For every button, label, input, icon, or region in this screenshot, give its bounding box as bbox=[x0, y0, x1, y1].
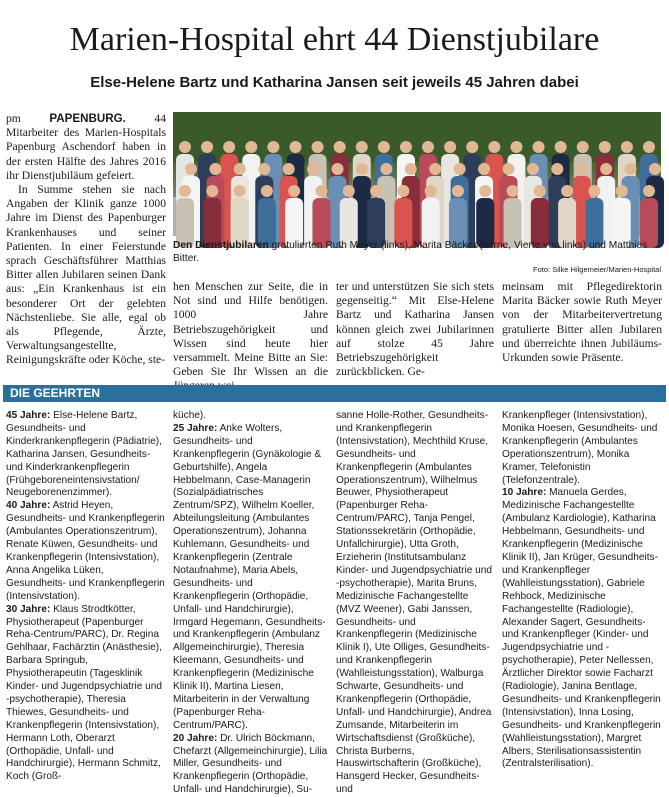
person-head bbox=[600, 163, 612, 175]
person-head bbox=[289, 141, 301, 153]
honoree-paragraph: 25 Jahre: Anke Wolters, Gesundheits- und Krankenpflegerin (Gynäkologie & Geburtshilfe), Angela Hebbelmann, Case-Managerin (Sozialpädiatrisches Zentrum/SPZ), Wilhelm Koeller, Abteilungsleitung (Ambulantes Operationszentrum), Johanna Kuhlemann, Gesundheits- und Krankenpflegerin (Zentrale Notaufnahme), Maria Abels, Gesundheits- und Krankenpflegerin (Orthopädie, Unfall- und Handchirurgie), Irmgard Hegemann, Gesundheits- und Krankenpflegerin (Ambulanz Allgemeinchirurgie), Theresia Kleemann, Gesundheits- und Krankenpflegerin (Medizinische Klinik II), Martina Liesen, Mitarbeiterin in der Verwaltung (Papenburger Reha-Centrum/PARC). bbox=[173, 422, 326, 731]
person-head bbox=[234, 185, 246, 197]
person-head bbox=[422, 141, 434, 153]
person-head bbox=[267, 141, 279, 153]
honoree-paragraph: 10 Jahre: Manuela Gerdes, Medizinische Fachangestellte (Ambulanz Kardiologie), Katharina Hebbelmann, Gesundheits- und Krankenpflegerin (Medizinische Klinik II), Jan Krüger, Gesundheits- und Krankenpfleger (Wahlleistungsstation), Gabriele Rehbock, Medizinische Fachangestellte (Radiologie), Alexander Sagert, Gesundheits- und Krankenpfleger (Kinder- und Jugendpsychiatrie und -psychotherapie), Peter Nellessen, Ärztlicher Direktor sowie Facharzt (Radiologie), Janina Bentlage, Gesundheits- und Krankenpflegerin (Intensivstation), Inna Losing, Gesundheits- und Krankenpflegerin (Wahlleistungsstation), Margret Albers, Sterilisationsassistentin (Zentralsterilisation). bbox=[502, 487, 661, 770]
person-head bbox=[454, 163, 466, 175]
body-text-1: In Summe stehen sie nach Angaben der Klinik ganze 1000 Jahre im Dienst des Papenburger Krankenhauses und seiner Patienten. In einer Feierstunde sprach Geschäftsführer Matthias Bitter allen Jubilaren seinen Dank aus: „Ein Krankenhaus ist ein besonderer Ort der gelebten Nächstenliebe. Sie alle, egal ob als Pflegende, Ärzte, Verwaltungsangestellte, Reinigungskräfte oder Köche, ste- bbox=[6, 183, 166, 367]
person-head bbox=[307, 163, 319, 175]
person-head bbox=[429, 163, 441, 175]
section-bar bbox=[3, 385, 666, 402]
person-head bbox=[312, 141, 324, 153]
person-head bbox=[405, 163, 417, 175]
person-head bbox=[261, 185, 273, 197]
person-head bbox=[209, 163, 221, 175]
person-head bbox=[201, 141, 213, 153]
person-head bbox=[356, 163, 368, 175]
person-head bbox=[283, 163, 295, 175]
person-head bbox=[599, 141, 611, 153]
person-head bbox=[223, 141, 235, 153]
person-head bbox=[488, 141, 500, 153]
person-head bbox=[206, 185, 218, 197]
person-head bbox=[533, 141, 545, 153]
group-photo bbox=[173, 112, 661, 236]
section-title: DIE GEEHRTEN bbox=[10, 386, 101, 400]
person-head bbox=[179, 141, 191, 153]
person-head bbox=[643, 185, 655, 197]
article-column-3: ter und unterstützen Sie sich stets gegenseitig.“ Mit Else-Helene Bartz und Katharina Jansen können gleich zwei Jubilarinnen auf stolze 45 Jahre Betriebszugehörigkeit zurückblicken. Ge- bbox=[336, 280, 494, 379]
person-head bbox=[616, 185, 628, 197]
photo-caption-bold: Den Dienstjubilaren bbox=[173, 240, 269, 251]
person-head bbox=[555, 141, 567, 153]
honorees-column-3 bbox=[336, 410, 494, 796]
person-head bbox=[510, 141, 522, 153]
person-head bbox=[479, 185, 491, 197]
person-head bbox=[466, 141, 478, 153]
person-head bbox=[370, 185, 382, 197]
person-head bbox=[288, 185, 300, 197]
person-head bbox=[185, 163, 197, 175]
person-head bbox=[334, 141, 346, 153]
person-head bbox=[649, 163, 661, 175]
person-head bbox=[577, 141, 589, 153]
honoree-paragraph: 20 Jahre: Dr. Ulrich Böckmann, Chefarzt (Allgemeinchirurgie), Lilia Miller, Gesundheits- und Krankenpflegerin (Orthopädie, Unfall- und Handchirurgie), Su- bbox=[173, 732, 328, 796]
person-head bbox=[397, 185, 409, 197]
person-head bbox=[343, 185, 355, 197]
person-head bbox=[643, 141, 655, 153]
article-column-2: hen Menschen zur Seite, die in Not sind und Hilfe benötigen. 1000 Jahre Betriebszugehörigkeit und Wissen sind heute hier versammelt. Meine Bitte an Sie: Geben Sie Ihr Wissen an die bbox=[173, 280, 328, 379]
person-head bbox=[179, 185, 191, 197]
honoree-paragraph: küche). bbox=[173, 410, 207, 421]
group-photo-illustration bbox=[173, 112, 661, 236]
photo-caption bbox=[173, 239, 661, 265]
person-head bbox=[452, 185, 464, 197]
headline: Marien-Hospital ehrt 44 Dienstjubilare bbox=[69, 21, 600, 58]
honoree-paragraph: 45 Jahre: Else-Helene Bartz, Gesundheits- und Kinderkrankenpflegerin (Pädiatrie), Katharina Jansen, Gesundheits- und Kinderkrankenpflegerin (Frühgeboreneintensivstation/ Neugeborenenzimmer). bbox=[6, 410, 162, 499]
honoree-paragraph: Krankenpfleger (Intensivstation), Monika Hoesen, Gesundheits- und Krankenpflegerin (Ambulantes Operationszentrum), Monika Kramer, Telefonistin (Telefonzentrale). bbox=[502, 410, 658, 486]
person-head bbox=[502, 163, 514, 175]
person-head bbox=[576, 163, 588, 175]
honoree-paragraph: 40 Jahre: Astrid Heyen, Gesundheits- und Krankenpflegerin (Ambulantes Operationszentrum), Renate Küwen, Gesundheits- und Krankenpflegerin (Intensivstation), Anna Angelika Lüken, Gesundheits- und Krankenpflegerin (Intensivstation). bbox=[6, 500, 165, 602]
person-head bbox=[625, 163, 637, 175]
honorees-column-1 bbox=[6, 410, 166, 783]
honoree-paragraph: 30 Jahre: Klaus Strodtkötter, Physiotherapeut (Papenburger Reha-Centrum/PARC), Dr. Regina Gehlhaar, Fachärztin (Anästhesie), Barbara Springub, Physiotherapeutin (Tagesklinik Kinder- und Jugendpsychiatrie und -psychotherapie), Theresia Thiewes, Gesundheits- und Krankenpflegerin (Intensivstation), Hermann Loth, Oberarzt (Orthopädie, Unfall- und Handchirurgie), Hermann Schmitz, Koch (Groß- bbox=[6, 603, 162, 783]
subheadline: Else-Helene Bartz und Katharina Jansen seit jeweils 45 Jahren dabei bbox=[90, 74, 579, 91]
photo-credit: Foto: Silke Hilgemeier/Marien-Hospital bbox=[533, 265, 661, 274]
person-head bbox=[551, 163, 563, 175]
person-head bbox=[245, 141, 257, 153]
article-column-4: meinsam mit Pflegedirektorin Marita Bäcker sowie Ruth Meyer von der Mitarbeitervertretung gratulierte Bitter allen Jubilaren und überreichte ihnen Jubiläums-Urkunden sowie Präsente. bbox=[502, 280, 662, 365]
person-head bbox=[507, 185, 519, 197]
person-head bbox=[561, 185, 573, 197]
person-head bbox=[621, 141, 633, 153]
dateline: PAPENBURG. bbox=[49, 112, 126, 125]
photo-caption-text: gratulierten Ruth Meyer (links), Marita Bäcker (vorne, Vierte von links) und Matthias Bitter. bbox=[173, 240, 648, 264]
person-head bbox=[315, 185, 327, 197]
person-head bbox=[356, 141, 368, 153]
person-head bbox=[425, 185, 437, 197]
person-head bbox=[527, 163, 539, 175]
person-head bbox=[400, 141, 412, 153]
person-head bbox=[378, 141, 390, 153]
person-head bbox=[234, 163, 246, 175]
person-head bbox=[380, 163, 392, 175]
honorees-column-2 bbox=[173, 410, 328, 796]
article-column-1 bbox=[6, 112, 166, 378]
person-head bbox=[332, 163, 344, 175]
person-head bbox=[534, 185, 546, 197]
honoree-paragraph: sanne Holle-Rother, Gesundheits- und Krankenpflegerin (Intensivstation), Mechthild Kruse, Gesundheits- und Krankenpflegerin (Ambulantes Operationszentrum), Wilhelmus Beuwer, Physiotherapeut (Papenburger Reha-Centrum/PARC), Tanja Pengel, Stationssekretärin (Orthopädie, Unfallchirurgie), Utta Groth, Erzieherin (Institutsambulanz Kinder- und Jugendpsychiatrie und -psychotherapie), Marita Bruns, Medizinische Fachangestellte (MVZ Weener), Gabi Janssen, Gesundheits- und Krankenpflegerin (Medizinische Klinik I), Ute Olliges, Gesundheits- und Krankenpflegerin (Wahlleistungsstation), Walburga Schwarte, Gesundheits- und Krankenpflegerin (Orthopädie, Unfall- und Handchirurgie), Andrea Zumsande, Mitarbeiterin im Wirtschaftsdienst (Großküche), Christa Burberns, Hauswirtschafterin (Großküche), Hansgerd Hecker, Gesundheits- und bbox=[336, 410, 492, 796]
honorees-column-4 bbox=[502, 410, 662, 770]
person-head bbox=[444, 141, 456, 153]
person-head bbox=[258, 163, 270, 175]
byline-prefix: pm bbox=[6, 112, 21, 125]
person-head bbox=[478, 163, 490, 175]
lead-text: 44 Mitarbeiter des Marien-Hospitals Papenburg Aschendorf haben in der ersten Hälfte des Jahres 2016 ihr Dienstjubiläum gefeiert. bbox=[6, 112, 166, 182]
person-head bbox=[588, 185, 600, 197]
